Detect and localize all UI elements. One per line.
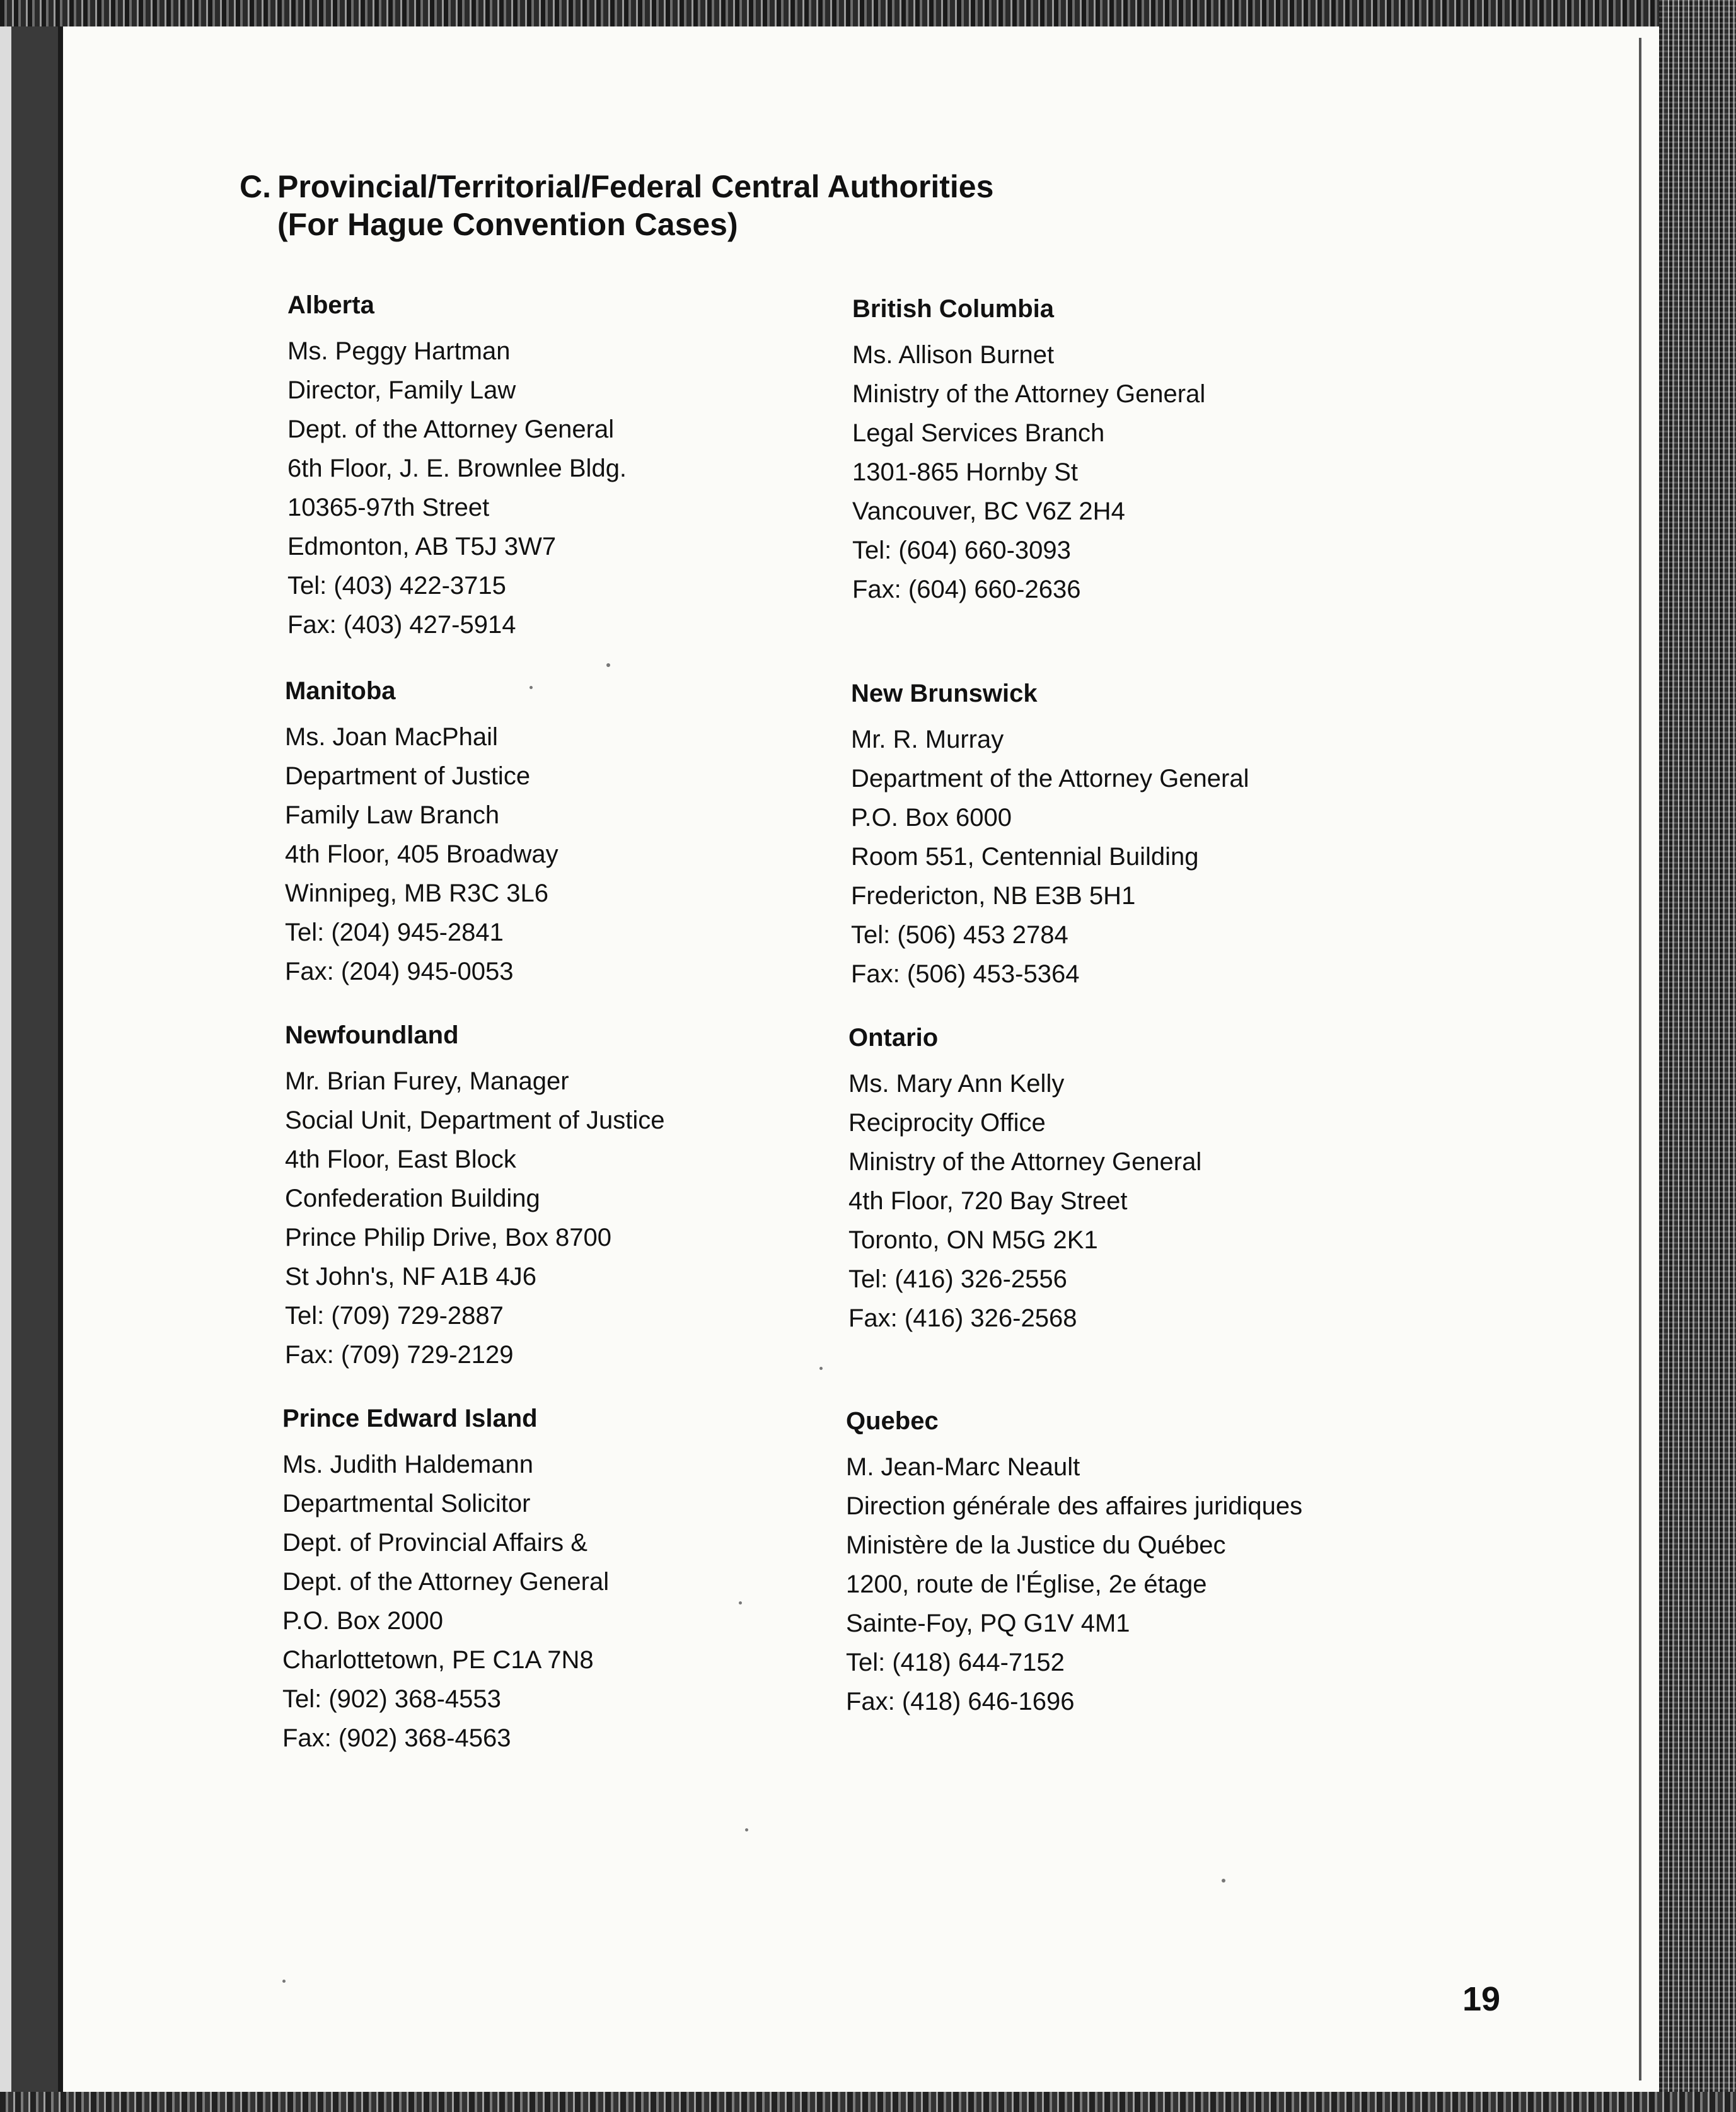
address-line: Room 551, Centennial Building [851, 843, 1199, 871]
authority-manitoba [285, 676, 852, 991]
contact-person: Mr. Brian Furey, Manager [285, 1067, 569, 1095]
contact-title: Departmental Solicitor [282, 1490, 531, 1517]
page-fold-line [1639, 38, 1641, 2080]
telephone: Tel: (403) 422-3715 [287, 572, 506, 600]
authority-british-columbia [852, 294, 1420, 609]
contact-department: Department of Justice [285, 762, 531, 790]
scan-speck [819, 1367, 823, 1370]
address-line: 6th Floor, J. E. Brownlee Bldg. [287, 455, 627, 482]
telephone: Tel: (204) 945-2841 [285, 919, 504, 946]
authority-name: British Columbia [852, 295, 1055, 323]
city-postal: Fredericton, NB E3B 5H1 [851, 882, 1136, 910]
authority-alberta [287, 290, 855, 644]
telephone: Tel: (709) 729-2887 [285, 1302, 504, 1330]
contact-department: Social Unit, Department of Justice [285, 1106, 665, 1134]
address-line: 1301-865 Hornby St [852, 458, 1079, 486]
telephone: Tel: (604) 660-3093 [852, 537, 1071, 564]
contact-person: Ms. Joan MacPhail [285, 723, 498, 751]
city-postal: Sainte-Foy, PQ G1V 4M1 [846, 1610, 1130, 1637]
contact-department: Dept. of the Attorney General [282, 1568, 610, 1596]
telephone: Tel: (902) 368-4553 [282, 1685, 501, 1713]
address-line: 4th Floor, East Block [285, 1146, 516, 1173]
section-letter: C. [240, 169, 271, 204]
section-title-line2: (For Hague Convention Cases) [277, 207, 738, 242]
fax: Fax: (403) 427-5914 [287, 611, 516, 639]
contact-branch: Legal Services Branch [852, 419, 1105, 447]
contact-title: Director, Family Law [287, 376, 516, 404]
fax: Fax: (604) 660-2636 [852, 576, 1081, 603]
telephone: Tel: (418) 644-7152 [846, 1649, 1065, 1676]
contact-person: Mr. R. Murray [851, 726, 1004, 753]
fax: Fax: (204) 945-0053 [285, 958, 514, 985]
scan-speck [739, 1601, 742, 1604]
contact-person: Ms. Allison Burnet [852, 341, 1055, 369]
fax: Fax: (902) 368-4563 [282, 1724, 511, 1752]
contact-department: Ministry of the Attorney General [852, 380, 1206, 408]
city-postal: Toronto, ON M5G 2K1 [848, 1226, 1098, 1254]
address-line: Confederation Building [285, 1185, 540, 1212]
scan-speck [529, 686, 533, 689]
scan-speck [282, 1980, 286, 1983]
address-line: 4th Floor, 720 Bay Street [848, 1187, 1128, 1215]
authority-new-brunswick [851, 678, 1418, 994]
authority-prince-edward-island [282, 1403, 850, 1758]
authority-name: New Brunswick [851, 680, 1038, 707]
scan-bottom-edge [0, 2092, 1736, 2112]
authority-name: Quebec [846, 1407, 939, 1435]
contact-person: Ms. Mary Ann Kelly [848, 1070, 1065, 1098]
scan-right-edge [1659, 0, 1736, 2112]
address-line: Prince Philip Drive, Box 8700 [285, 1224, 612, 1251]
city-postal: Charlottetown, PE C1A 7N8 [282, 1646, 594, 1674]
city-postal: St John's, NF A1B 4J6 [285, 1263, 536, 1291]
contact-person: Ms. Peggy Hartman [287, 337, 511, 365]
authority-quebec [846, 1406, 1413, 1721]
address-line: 1200, route de l'Église, 2e étage [846, 1570, 1207, 1598]
page-number: 19 [1462, 1980, 1501, 2018]
contact-person: M. Jean-Marc Neault [846, 1453, 1080, 1481]
fax: Fax: (416) 326-2568 [848, 1304, 1077, 1332]
contact-office: Reciprocity Office [848, 1109, 1046, 1137]
contact-department: Ministry of the Attorney General [848, 1148, 1202, 1176]
scan-left-edge [0, 0, 11, 2112]
city-postal: Vancouver, BC V6Z 2H4 [852, 497, 1125, 525]
address-line: P.O. Box 2000 [282, 1607, 443, 1635]
scan-speck [606, 663, 610, 667]
contact-person: Ms. Judith Haldemann [282, 1451, 533, 1478]
authority-name: Alberta [287, 291, 374, 319]
authority-name: Ontario [848, 1024, 939, 1052]
scan-speck [745, 1828, 748, 1831]
authority-name: Newfoundland [285, 1021, 459, 1049]
fax: Fax: (418) 646-1696 [846, 1688, 1075, 1715]
scan-top-edge [0, 0, 1736, 26]
authority-name: Manitoba [285, 677, 396, 705]
contact-branch: Family Law Branch [285, 801, 500, 829]
authority-newfoundland [285, 1020, 852, 1374]
address-line: 4th Floor, 405 Broadway [285, 840, 558, 868]
telephone: Tel: (416) 326-2556 [848, 1265, 1067, 1293]
scan-speck [1222, 1879, 1225, 1883]
authority-name: Prince Edward Island [282, 1405, 538, 1432]
contact-ministry: Ministère de la Justice du Québec [846, 1531, 1226, 1559]
section-heading [240, 168, 1122, 243]
address-line: 10365-97th Street [287, 494, 490, 521]
contact-department: Department of the Attorney General [851, 765, 1249, 792]
city-postal: Winnipeg, MB R3C 3L6 [285, 879, 548, 907]
fax: Fax: (709) 729-2129 [285, 1341, 514, 1369]
telephone: Tel: (506) 453 2784 [851, 921, 1068, 949]
contact-department: Direction générale des affaires juridiques [846, 1492, 1303, 1520]
section-title-line1: Provincial/Territorial/Federal Central Authorities [277, 169, 994, 204]
city-postal: Edmonton, AB T5J 3W7 [287, 533, 557, 560]
fax: Fax: (506) 453-5364 [851, 960, 1080, 988]
contact-department: Dept. of the Attorney General [287, 415, 615, 443]
authority-ontario [848, 1023, 1416, 1338]
contact-department: Dept. of Provincial Affairs & [282, 1529, 587, 1557]
address-line: P.O. Box 6000 [851, 804, 1012, 832]
